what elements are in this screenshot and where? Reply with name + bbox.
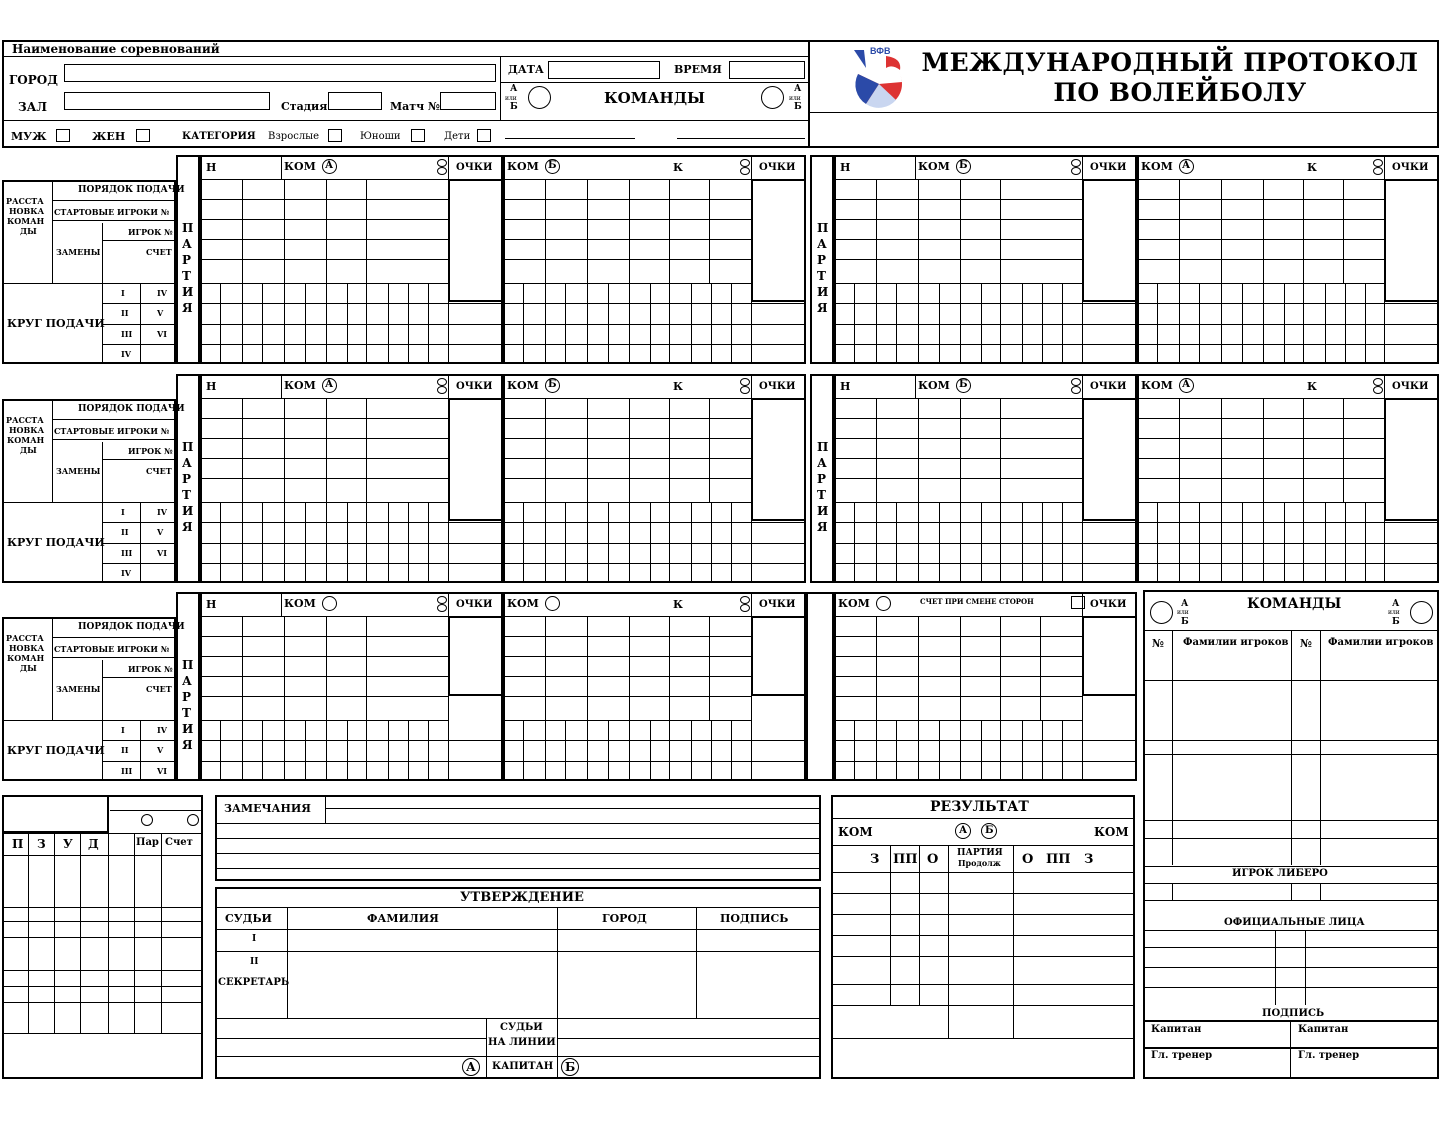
team-label: КОМ [918, 160, 950, 173]
men-checkbox[interactable] [56, 129, 70, 142]
city-label: ГОРОД [9, 73, 58, 87]
set-vertical-letter: Я [182, 738, 193, 752]
set-vertical-letter: А [182, 237, 192, 251]
team-circle [876, 596, 891, 611]
set-vertical-letter: Я [182, 301, 193, 315]
label: РАССТА [6, 196, 44, 206]
result-box [831, 795, 1135, 1079]
panel-start-end: Н [206, 380, 217, 393]
team-letter: Б [959, 160, 968, 171]
set-vertical-letter: А [182, 674, 192, 688]
time-input[interactable] [729, 61, 805, 79]
match-input[interactable] [440, 92, 496, 110]
label: ЗАМЕНЫ [56, 466, 101, 476]
result-title: РЕЗУЛЬТАТ [930, 799, 1029, 815]
logo-text: ВФВ [870, 46, 891, 56]
label: ДЫ [20, 445, 37, 455]
sanction-circle-a[interactable] [141, 814, 153, 826]
set-vertical-letter: И [182, 504, 194, 518]
set-vertical-letter: Р [182, 472, 192, 486]
label: НОВКА [9, 206, 45, 216]
team-letter: Б [548, 379, 557, 390]
roster-teams-label: КОМАНДЫ [1247, 596, 1342, 612]
team-circle [545, 596, 560, 611]
sanction-circle-b[interactable] [187, 814, 199, 826]
hall-input[interactable] [64, 92, 270, 110]
label: V [157, 745, 164, 756]
set-vertical-letter: И [182, 722, 194, 736]
set-vertical-letter: А [817, 456, 827, 470]
teams-label: КОМАНДЫ [604, 89, 706, 107]
panel-end-label: К [673, 161, 684, 174]
category-label: КАТЕГОРИЯ [182, 131, 256, 142]
adults-label: Взрослые [268, 131, 320, 142]
team-label: КОМ [284, 379, 316, 392]
label: III [121, 765, 133, 776]
label: СЧЕТ [146, 247, 172, 257]
label: ИГРОК № [128, 664, 173, 674]
team-letter: А [1182, 379, 1191, 390]
label: ПОРЯДОК ПОДАЧИ [78, 622, 185, 632]
label: КОМАН [7, 435, 45, 445]
roster-team-right-circle[interactable] [1410, 601, 1433, 624]
set-vertical-letter: П [817, 221, 829, 235]
label: V [157, 527, 164, 538]
women-checkbox[interactable] [136, 129, 150, 142]
adults-checkbox[interactable] [328, 129, 342, 142]
set-vertical-letter: Я [182, 520, 193, 534]
label: РАССТА [6, 633, 44, 643]
points-label: ОЧКИ [1090, 381, 1127, 392]
label: VI [157, 765, 167, 776]
set-vertical-letter: Р [182, 253, 192, 267]
label: III [121, 547, 133, 558]
title-line-1: МЕЖДУНАРОДНЫЙ ПРОТОКОЛ [921, 48, 1419, 77]
date-input[interactable] [548, 61, 660, 79]
panel-start-end: Н [840, 380, 851, 393]
label: СЧЕТ [146, 466, 172, 476]
set-vertical-letter: Р [182, 690, 192, 704]
officials-label: ОФИЦИАЛЬНЫЕ ЛИЦА [1224, 917, 1365, 928]
label: IV [157, 725, 167, 735]
match-label: Матч № [390, 100, 440, 113]
signature-label: ПОДПИСЬ [1262, 1008, 1325, 1019]
label: СТАРТОВЫЕ ИГРОКИ № [54, 426, 170, 436]
team-letter: А [325, 160, 334, 171]
youth-label: Юноши [360, 131, 401, 142]
label: ДЫ [20, 663, 37, 673]
label: I [121, 507, 125, 517]
set-vertical-letter: П [182, 658, 194, 672]
label: КОМАН [7, 653, 45, 663]
team-a-or-b-circle-left[interactable] [528, 86, 551, 109]
label: НОВКА [9, 425, 45, 435]
label: СТАРТОВЫЕ ИГРОКИ № [54, 207, 170, 217]
city-input[interactable] [64, 64, 496, 82]
set-vertical-letter: Т [182, 706, 191, 720]
team-letter: А [1182, 160, 1191, 171]
label: VI [157, 328, 167, 339]
set-vertical-letter: П [182, 440, 194, 454]
label: НОВКА [9, 643, 45, 653]
label: ДЫ [20, 226, 37, 236]
panel-end-label: К [673, 380, 684, 393]
serve-circle-label: КРУГ ПОДАЧИ [7, 743, 105, 757]
points-label: ОЧКИ [456, 381, 493, 392]
label: IV [157, 288, 167, 298]
kids-checkbox[interactable] [477, 129, 491, 142]
panel-end-label: К [1307, 161, 1318, 174]
team-letter: А [325, 379, 334, 390]
label: II [121, 308, 129, 319]
label: ИГРОК № [128, 446, 173, 456]
set-vertical-letter: Р [817, 472, 827, 486]
stage-label: Стадия [281, 100, 328, 113]
set-vertical-letter: П [182, 221, 194, 235]
remarks-label: ЗАМЕЧАНИЯ [224, 802, 311, 815]
label: РАССТА [6, 415, 44, 425]
team-label: КОМ [838, 597, 870, 610]
label: КОМАН [7, 216, 45, 226]
label: ЗАМЕНЫ [56, 684, 101, 694]
libero-label: ИГРОК ЛИБЕРО [1232, 868, 1328, 879]
label: IV [121, 348, 131, 359]
label: IV [121, 567, 131, 578]
label: II [121, 745, 129, 756]
points-label: ОЧКИ [456, 162, 493, 173]
points-label: ОЧКИ [759, 599, 796, 610]
team-label: КОМ [507, 160, 539, 173]
panel-start-end: Н [840, 161, 851, 174]
set-vertical-letter: А [182, 456, 192, 470]
label: I [121, 288, 125, 298]
youth-checkbox[interactable] [411, 129, 425, 142]
points-label: ОЧКИ [1090, 162, 1127, 173]
label: ПОРЯДОК ПОДАЧИ [78, 185, 185, 195]
team-label: КОМ [507, 597, 539, 610]
team-label: КОМ [918, 379, 950, 392]
label: II [121, 527, 129, 538]
points-label: ОЧКИ [1090, 599, 1127, 610]
serve-circle-label: КРУГ ПОДАЧИ [7, 535, 105, 549]
label: I [121, 725, 125, 735]
panel-start-end: Н [206, 598, 217, 611]
competition-label: Наименование соревнований [12, 42, 220, 56]
team-letter: Б [548, 160, 557, 171]
label: ИГРОК № [128, 227, 173, 237]
side-change-label: СЧЕТ ПРИ СМЕНЕ СТОРОН [920, 597, 1034, 606]
women-label: ЖЕН [92, 130, 126, 143]
set-vertical-letter: Т [817, 488, 826, 502]
team-label: КОМ [1141, 160, 1173, 173]
roster-team-left-circle[interactable] [1150, 601, 1173, 624]
set-vertical-letter: П [817, 440, 829, 454]
set-vertical-letter: И [817, 285, 829, 299]
panel-end-label: К [1307, 380, 1318, 393]
label: СТАРТОВЫЕ ИГРОКИ № [54, 644, 170, 654]
team-letter: Б [959, 379, 968, 390]
date-label: ДАТА [508, 63, 544, 76]
label: ПОРЯДОК ПОДАЧИ [78, 404, 185, 414]
set-vertical-letter: Т [182, 488, 191, 502]
points-label: ОЧКИ [1392, 162, 1429, 173]
team-label: КОМ [284, 160, 316, 173]
set-vertical-letter: Т [182, 269, 191, 283]
points-label: ОЧКИ [456, 599, 493, 610]
set-vertical-letter: Т [817, 269, 826, 283]
set-vertical-letter: И [817, 504, 829, 518]
label: V [157, 308, 164, 319]
panel-end-label: К [673, 598, 684, 611]
volleyball-federation-logo [846, 42, 910, 110]
team-a-or-b-circle-right[interactable] [761, 86, 784, 109]
points-label: ОЧКИ [1392, 381, 1429, 392]
stage-input[interactable] [328, 92, 382, 110]
kids-label: Дети [444, 131, 471, 142]
panel-start-end: Н [206, 161, 217, 174]
set-vertical-letter: Я [817, 301, 828, 315]
label: ЗАМЕНЫ [56, 247, 101, 257]
time-label: ВРЕМЯ [674, 63, 722, 76]
label: СЧЕТ [146, 684, 172, 694]
set-vertical-letter: Р [817, 253, 827, 267]
label: IV [157, 507, 167, 517]
team-label: КОМ [284, 597, 316, 610]
title-line-2: ПО ВОЛЕЙБОЛУ [1053, 78, 1307, 107]
team-label: КОМ [507, 379, 539, 392]
men-label: МУЖ [11, 130, 47, 143]
set-vertical-letter: Я [817, 520, 828, 534]
label: III [121, 328, 133, 339]
points-label: ОЧКИ [759, 162, 796, 173]
label: VI [157, 547, 167, 558]
approval-title: УТВЕРЖДЕНИЕ [460, 890, 584, 905]
team-circle [322, 596, 337, 611]
hall-label: ЗАЛ [18, 100, 48, 114]
team-label: КОМ [1141, 379, 1173, 392]
points-label: ОЧКИ [759, 381, 796, 392]
serve-circle-label: КРУГ ПОДАЧИ [7, 316, 105, 330]
set-vertical-letter: А [817, 237, 827, 251]
set-vertical-letter: И [182, 285, 194, 299]
